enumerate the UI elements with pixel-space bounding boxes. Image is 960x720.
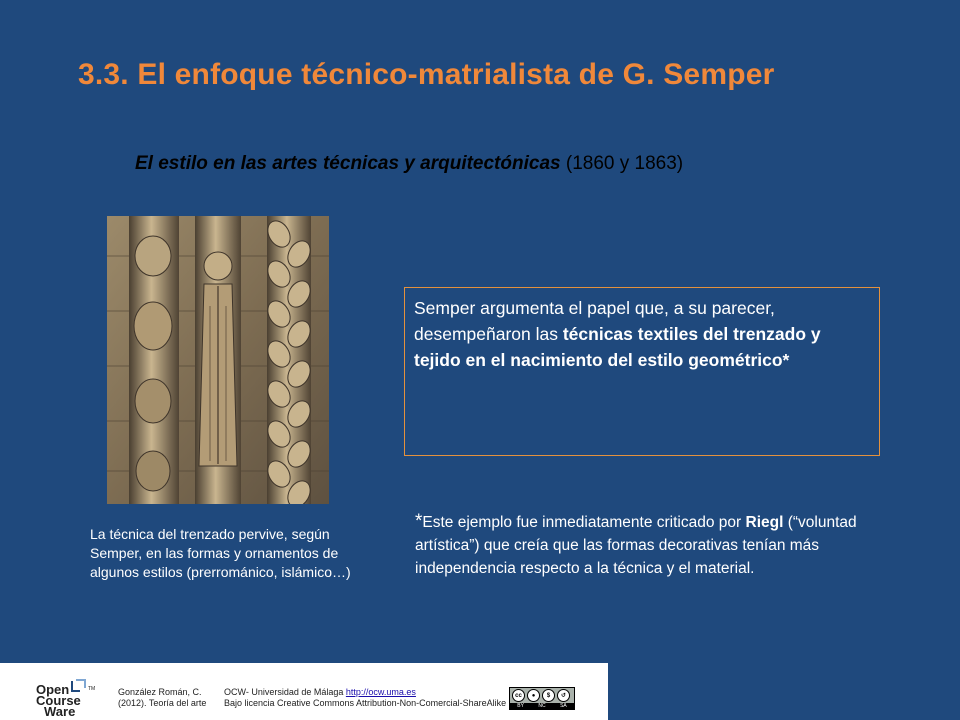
open-course-ware-logo <box>30 667 100 717</box>
argument-box <box>404 287 880 456</box>
creative-commons-badge[interactable] <box>509 687 575 710</box>
credit-line1: González Román, C. <box>118 687 202 697</box>
footnote-text-start: Este ejemplo fue inmediatamente criticado por <box>422 514 746 531</box>
subtitle <box>135 153 683 175</box>
ocw-logo-line2: Course <box>36 693 81 708</box>
page-title: 3.3. El enfoque técnico-matrialista de G. Semper <box>78 58 775 91</box>
subtitle-years: (1860 y 1863) <box>560 153 684 174</box>
nc-icon: $ <box>542 689 555 702</box>
footnote-marker: * <box>415 511 423 532</box>
footnote <box>415 510 885 580</box>
image-caption: La técnica del trenzado pervive, según Semper, en las formas y ornamentos de algunos estilos (prerrománico, islámico…) <box>90 526 351 580</box>
ocw-mark-icon <box>70 679 88 693</box>
author-credit <box>118 687 206 709</box>
argument-intro: Semper argumenta el papel que, a su parecer, desempeñaron las <box>414 298 775 344</box>
license-text <box>224 687 506 709</box>
footer <box>0 663 608 720</box>
romanesque-columns-image <box>107 216 329 504</box>
ocw-trademark: TM <box>88 686 96 692</box>
sa-icon: ↺ <box>557 689 570 702</box>
footnote-text-end: (“voluntad artística”) que creía que las formas decorativas tenían más independencia respecto a la técnica y el material. <box>415 514 857 577</box>
ocw-link[interactable]: http://ocw.uma.es <box>345 687 416 697</box>
credit-line2: (2012). Teoría del arte <box>118 698 207 708</box>
license-line2: Bajo licencia Creative Commons Attribution-Non-Comercial-ShareAlike <box>224 698 507 708</box>
by-icon: ● <box>527 689 540 702</box>
argument-emphasis: técnicas textiles del trenzado y tejido en el nacimiento del estilo geométrico* <box>414 324 821 370</box>
cc-nc-label: NC <box>538 703 546 709</box>
cc-sa-label: SA <box>560 703 567 709</box>
cc-by-label: BY <box>517 703 524 709</box>
ocw-logo-line3: Ware <box>44 704 76 719</box>
footnote-author: Riegl <box>745 514 784 531</box>
ocw-logo-line1: Open <box>36 682 70 697</box>
subtitle-work: El estilo en las artes técnicas y arquitectónicas <box>135 153 561 174</box>
cc-icon: cc <box>512 689 525 702</box>
license-prefix: OCW- Universidad de Málaga <box>224 687 346 697</box>
